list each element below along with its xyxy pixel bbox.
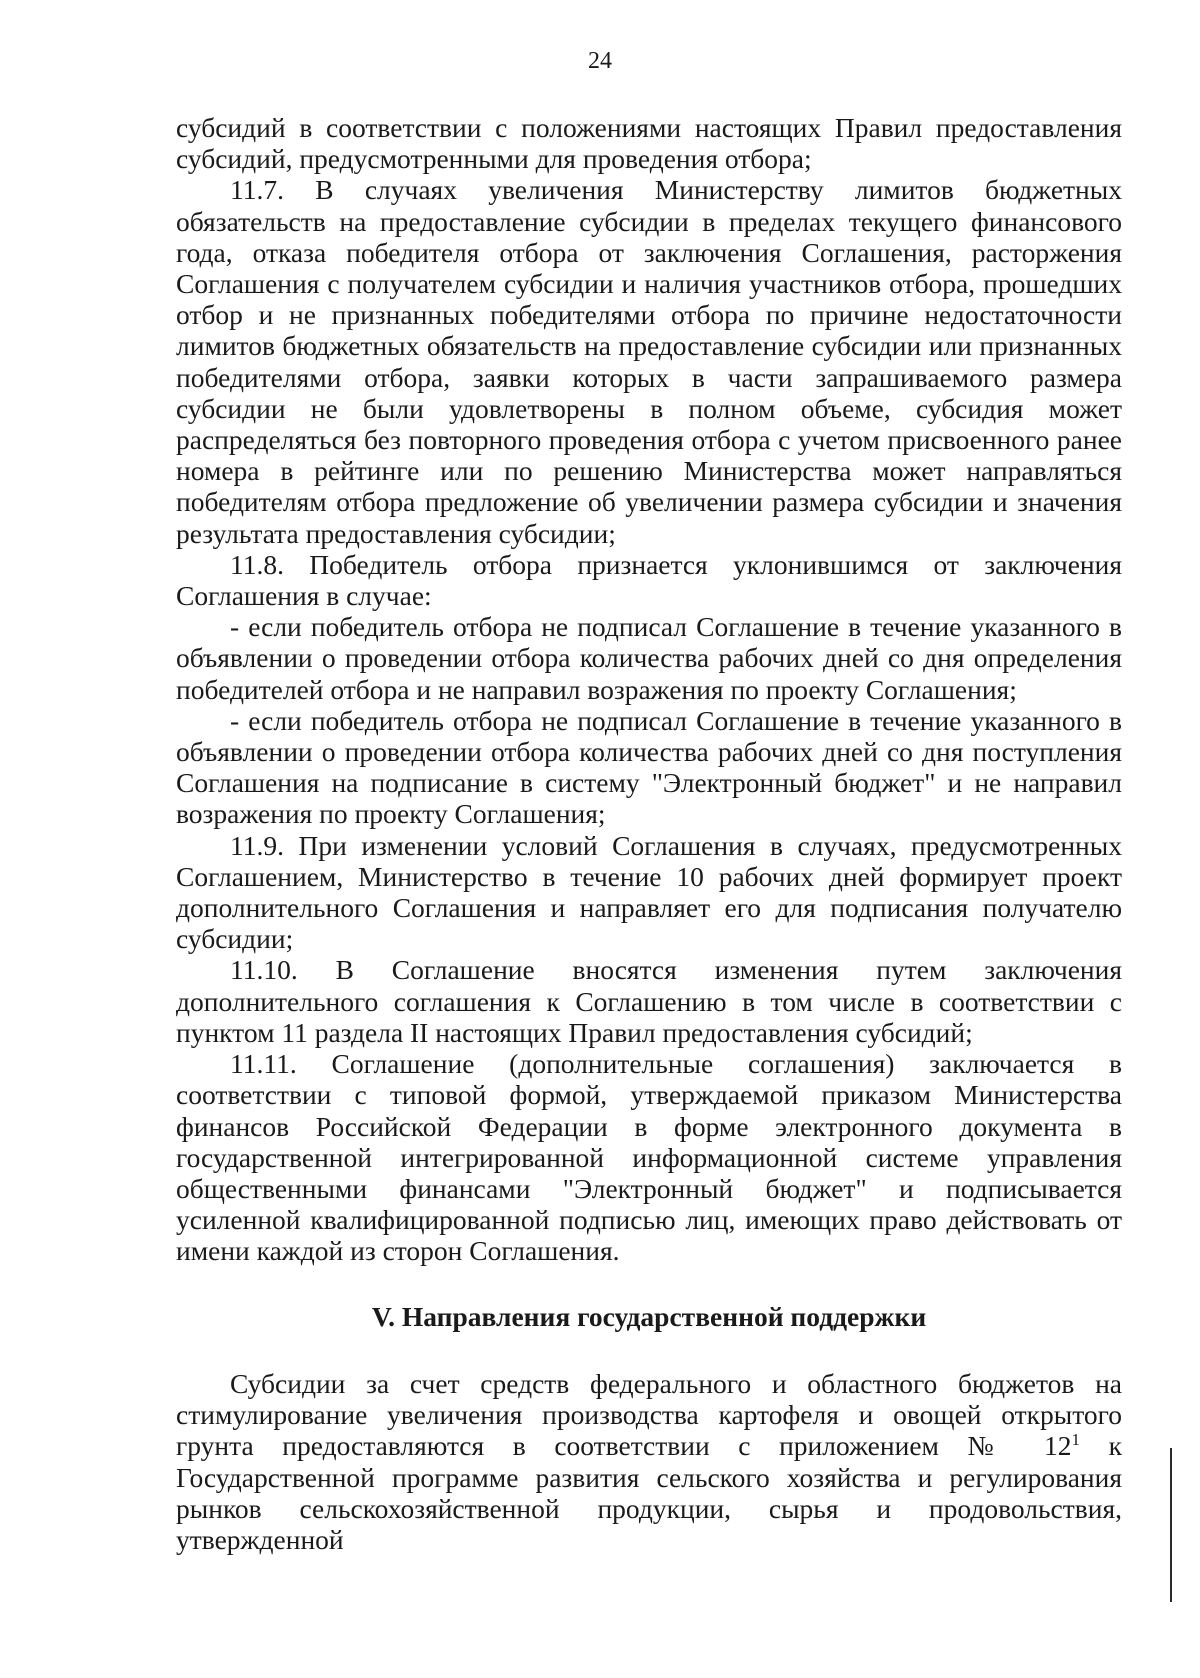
paragraph-11-8: 11.8. Победитель отбора признается уклонившимся от заключения Соглашения в случае: <box>176 548 1122 612</box>
section-text-end: к Государственной программе развития сельского хозяйства и регулирования рынков сельскохозяйственной продукции, сырья и продовольствия, утвержденной <box>176 1430 1122 1556</box>
paragraph-11-11: 11.11. Соглашение (дополнительные соглашения) заключается в соответствии с типовой формой, утверждаемой приказом Министерства финансов Российской Федерации в форме электронного документа в государственной интегрированной информационной системе управления общественными финансами "Электронный бюджет" и подписывается усиленной квалифицированной подписью лиц, имеющих право действовать от имени каждой из сторон Соглашения. <box>176 1048 1122 1267</box>
paragraph-11-7: 11.7. В случаях увеличения Министерству лимитов бюджетных обязательств на предоставление субсидии в пределах текущего финансового года, отказа победителя отбора от заключения Соглашения, расторжения Соглашения с получателем субсидии и наличия участников отбора, прошедших отбор и не признанных победителями отбора по причине недостаточности лимитов бюджетных обязательств на предоставление субсидии или признанных победителями отбора, заявки которых в части запрашиваемого размера субсидии не были удовлетворены в полном объеме, субсидия может распределяться без повторного проведения отбора с учетом присвоенного ранее номера в рейтинге или по решению Министерства может направляться победителям отбора предложение об увеличении размера субсидии и значения результата предоставления субсидии; <box>176 174 1122 549</box>
paragraph-11-10: 11.10. В Соглашение вносятся изменения путем заключения дополнительного соглашения к Соглашению в том числе в соответствии с пунктом 11 раздела II настоящих Правил предоставления субсидий; <box>176 954 1122 1048</box>
paragraph-continuation: субсидий в соответствии с положениями настоящих Правил предоставления субсидий, предусмотренными для проведения отбора; <box>176 112 1122 175</box>
paragraph-11-8-item-2: - если победитель отбора не подписал Соглашение в течение указанного в объявлении о проведении отбора количества рабочих дней со дня поступления Соглашения на подписание в систему "Электронный бюджет" и не направил возражения по проекту Соглашения; <box>176 704 1122 830</box>
body-text <box>176 112 1122 1267</box>
footnote-superscript: 1 <box>1071 1430 1081 1450</box>
page-number: 24 <box>588 48 612 74</box>
paragraph-11-9: 11.9. При изменении условий Соглашения в случаях, предусмотренных Соглашением, Министерство в течение 10 рабочих дней формирует проект дополнительного Соглашения и направляет его для подписания получателю субсидии; <box>176 829 1122 955</box>
margin-line <box>1170 1448 1172 1602</box>
section-text-start: Субсидии за счет средств федерального и областного бюджетов на стимулирование увеличения производства картофеля и овощей открытого грунта предоставляются в соответствии с приложением № 12 <box>176 1368 1122 1462</box>
section-text <box>176 1368 1122 1555</box>
section-paragraph <box>176 1368 1122 1555</box>
section-heading: V. Направления государственной поддержки <box>371 1301 927 1332</box>
paragraph-11-8-item-1: - если победитель отбора не подписал Соглашение в течение указанного в объявлении о проведении отбора количества рабочих дней со дня определения победителей отбора и не направил возражения по проекту Соглашения; <box>176 611 1122 705</box>
